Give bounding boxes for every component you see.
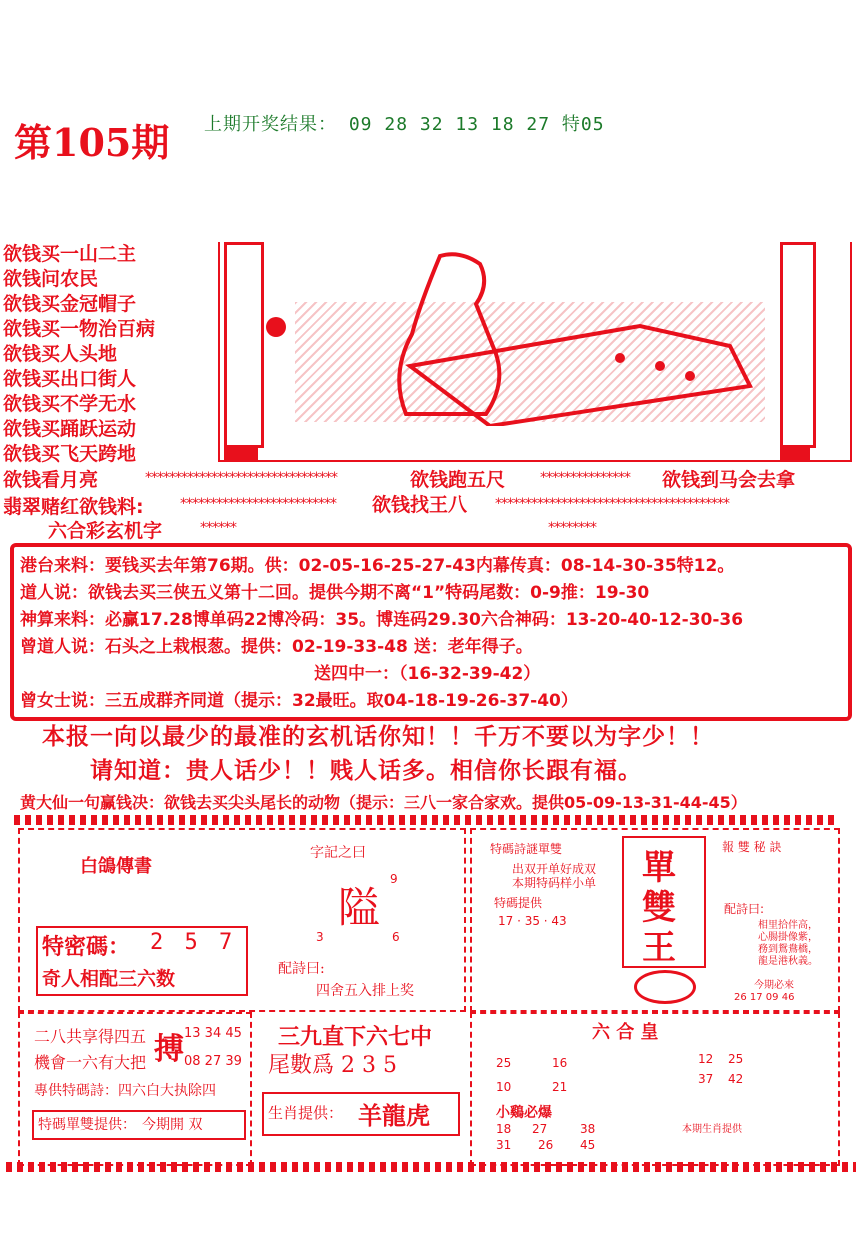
grid-number: 38 — [580, 1122, 596, 1136]
pei-label: 配詩曰: — [278, 961, 325, 977]
danshuang-value: 今期開 双 — [142, 1117, 203, 1133]
forecast-box — [10, 543, 852, 721]
special-code-value: 2 5 7 — [150, 930, 237, 955]
king-char: 王 — [642, 928, 676, 968]
slogan-line-2: 请知道：贵人话少！！贱人话多。相信你长跟有福。 — [90, 757, 642, 784]
previous-results-label: 上期开奖结果： — [204, 114, 337, 135]
side-number: 12 — [698, 1052, 714, 1066]
poem-line: 相里拾伴高， — [758, 920, 818, 931]
zi-number: 3 — [316, 930, 324, 944]
list-item: 欲钱买一物治百病 — [3, 318, 156, 340]
list-item: 欲钱买踊跃运动 — [3, 418, 137, 440]
grid-number: 18 — [496, 1122, 512, 1136]
shengxiao-value: 羊龍虎 — [358, 1101, 430, 1130]
poem-line: 心腸掛像紫， — [758, 932, 818, 943]
scholar-figure-icon — [370, 246, 790, 426]
king-char: 單 — [642, 848, 676, 888]
bo-char: 搏 — [154, 1032, 184, 1067]
list-item: 欲钱买一山二主 — [3, 243, 137, 265]
zi-char: 隘 — [338, 883, 381, 932]
row1-text-c: 欲钱到马会去拿 — [662, 469, 796, 491]
star-divider: ******** — [548, 520, 596, 536]
right-pei: 配詩曰: — [724, 902, 765, 916]
info-line: 送四中一：（16-32-39-42） — [314, 664, 541, 684]
scholar-illustration — [218, 242, 852, 462]
star-divider: ************************** — [180, 496, 336, 512]
huang-da-xian-line: 黄大仙一句赢钱决：欲钱去买尖头尾长的动物（提示：三八一家合家欢。提供05-09-13-31-44-45） — [20, 793, 747, 812]
list-item: 欲钱买金冠帽子 — [3, 293, 137, 315]
left-pillar — [224, 242, 264, 448]
bao-label: 報 雙 秘 訣 — [722, 840, 782, 854]
right-line: 出双开单好成双 — [512, 862, 597, 876]
grid-number: 27 — [532, 1122, 548, 1136]
weishu-line: 尾數爲 2 3 5 — [268, 1053, 397, 1078]
grid-number: 31 — [496, 1138, 512, 1152]
flower-ornament-icon — [634, 970, 696, 1004]
tema-numbers: 17 · 35 · 43 — [498, 914, 567, 928]
star-divider: ****** — [200, 520, 236, 536]
zigzag-border — [14, 815, 834, 825]
bo-numbers: 08 27 39 — [184, 1054, 242, 1069]
info-line: 道人说：欲钱去买三侠五义第十二回。提供今期不离“1”特码尾数：0-9推：19-30 — [20, 583, 650, 603]
special-code-label: 特密碼： — [42, 935, 131, 960]
poem-line: 龍是港秋義。 — [758, 956, 818, 967]
issue-number: 第105期 — [14, 120, 170, 165]
dove-title: 白鴿傳書 — [80, 856, 152, 877]
white-dove-panel — [18, 828, 466, 1012]
grid-number: 45 — [580, 1138, 596, 1152]
right-title: 特碼詩謎單雙 — [490, 842, 563, 856]
info-line: 曾道人说：石头之上栽根葱。提供：02-19-33-48 送：老年得子。 — [20, 637, 533, 657]
tema-line: 本期生肖提供 — [682, 1124, 742, 1135]
panel-line: 專供特碼詩：四六白大执除四 — [34, 1083, 216, 1099]
zigzag-border — [6, 1162, 856, 1172]
zi-number: 6 — [392, 930, 400, 944]
panel-line: 機會一六有大把 — [34, 1053, 147, 1072]
list-item: 欲钱买人头地 — [3, 343, 118, 365]
previous-results-numbers: 09 28 32 13 18 27 特05 — [348, 114, 605, 135]
side-number: 42 — [728, 1072, 744, 1086]
zi-title: 字記之曰 — [310, 845, 366, 861]
right-line: 本期特码样小单 — [512, 876, 597, 890]
shengxiao-label: 生肖提供： — [268, 1104, 344, 1122]
star-divider: *************** — [540, 470, 630, 486]
liuhe-panel — [470, 1012, 840, 1166]
grid-number: 10 — [496, 1080, 512, 1094]
star-divider: *************************************** — [495, 496, 729, 512]
slogan-line-1: 本报一向以最少的最准的玄机话你知！！千万不要以为字少！！ — [42, 723, 714, 750]
danshuang-king-panel — [470, 828, 840, 1012]
big-line: 三九直下六七中 — [278, 1025, 433, 1050]
bo-panel — [18, 1012, 252, 1166]
info-line: 神算来料：必赢17.28博单码22博冷码：35。博连码29.30六合神码：13-20-40-12-30-36 — [20, 610, 744, 630]
grid-number: 16 — [552, 1056, 568, 1070]
row1-text-a: 欲钱看月亮 — [3, 469, 99, 491]
hot-label: 今期必來 — [754, 980, 794, 991]
previous-results — [204, 110, 605, 136]
row2-text-a: 翡翠赌红欲钱料: — [3, 496, 144, 518]
poem-line: 務到鴛鴦橋， — [758, 944, 818, 955]
hot-numbers: 26 17 09 46 — [734, 992, 795, 1003]
list-item: 欲钱买出口街人 — [3, 368, 137, 390]
small-bao: 小鷄必爆 — [496, 1105, 552, 1121]
list-item: 欲钱买不学无水 — [3, 393, 137, 415]
want-money-list — [3, 242, 155, 467]
king-char: 雙 — [642, 888, 676, 928]
grid-number: 25 — [496, 1056, 512, 1070]
grid-number: 21 — [552, 1080, 568, 1094]
star-divider: ******************************** — [145, 470, 337, 486]
row3-text-a: 六合彩玄机字 — [48, 520, 163, 542]
side-number: 37 — [698, 1072, 714, 1086]
bo-numbers: 13 34 45 — [184, 1026, 242, 1041]
grid-number: 26 — [538, 1138, 554, 1152]
liuhe-title: 六 合 皇 — [592, 1022, 659, 1043]
row2-text-b: 欲钱找王八 — [372, 494, 468, 516]
panel-line: 二八共享得四五 — [34, 1027, 147, 1046]
special-code-line2: 奇人相配三六数 — [42, 968, 176, 990]
info-line: 曾女士说：三五成群齐同道（提示：32最旺。取04-18-19-26-37-40） — [20, 691, 578, 711]
zi-number: 9 — [390, 872, 398, 886]
danshuang-label: 特碼單雙提供： — [38, 1117, 136, 1133]
row1-text-b: 欲钱跑五尺 — [410, 469, 506, 491]
side-number: 25 — [728, 1052, 744, 1066]
list-item: 欲钱买飞天跨地 — [3, 443, 137, 465]
red-dot — [266, 317, 286, 337]
tema-label: 特碼提供 — [494, 896, 543, 910]
pei-line: 四舍五入排上奖 — [316, 983, 414, 999]
list-item: 欲钱问农民 — [3, 268, 99, 290]
info-line: 港台来料：要钱买去年第76期。供：02-05-16-25-27-43内幕传真：08-14-30-35特12。 — [20, 556, 735, 576]
